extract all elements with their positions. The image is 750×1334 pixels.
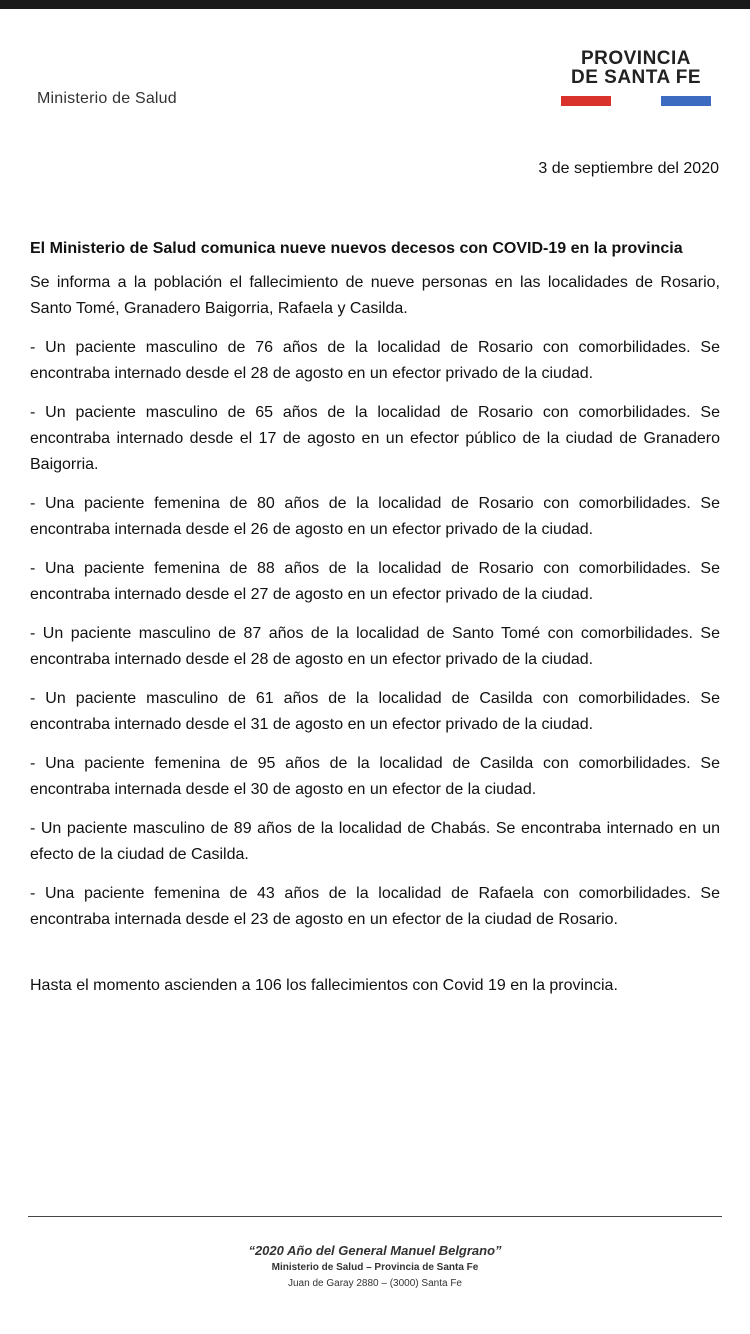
footer — [0, 1242, 750, 1292]
province-logo — [560, 49, 712, 87]
intro-paragraph: Se informa a la población el fallecimiento de nueve personas en las localidades de Rosario, Santo Tomé, Granadero Baigorria, Rafaela y Casilda. — [30, 274, 720, 317]
logo-line-2: DE SANTA FE — [570, 67, 702, 88]
headline: El Ministerio de Salud comunica nueve nuevos decesos con COVID-19 en la provincia — [30, 240, 683, 257]
logo-blue-bar — [661, 96, 711, 106]
case-paragraph: - Un paciente masculino de 61 años de la localidad de Casilda con comorbilidades. Se encontraba internado desde el 31 de agosto en un efector privado de la ciudad. — [30, 690, 720, 733]
case-paragraph: - Un paciente masculino de 89 años de la localidad de Chabás. Se encontraba internado en un efecto de la ciudad de Casilda. — [30, 820, 720, 863]
ministry-name: Ministerio de Salud — [37, 90, 177, 107]
case-paragraph: - Un paciente masculino de 87 años de la localidad de Santo Tomé con comorbilidades. Se encontraba internado desde el 28 de agosto en un efector privado de la ciudad. — [30, 625, 720, 668]
footer-motto: “2020 Año del General Manuel Belgrano” — [248, 1243, 502, 1258]
logo-line-1: PROVINCIA — [580, 48, 692, 69]
case-paragraph: - Una paciente femenina de 88 años de la localidad de Rosario con comorbilidades. Se encontraba internado desde el 27 de agosto en un efector privado de la ciudad. — [30, 560, 720, 603]
document-body — [30, 236, 720, 1012]
footer-address: Juan de Garay 2880 – (3000) Santa Fe — [287, 1278, 462, 1289]
case-paragraph: - Un paciente masculino de 65 años de la localidad de Rosario con comorbilidades. Se encontraba internado desde el 17 de agosto en un efector público de la ciudad de Granadero Baigorria. — [30, 404, 720, 473]
logo-red-bar — [561, 96, 611, 106]
case-paragraph: - Una paciente femenina de 43 años de la localidad de Rafaela con comorbilidades. Se encontraba internada desde el 23 de agosto en un efector de la ciudad de Rosario. — [30, 885, 720, 928]
top-bar — [0, 0, 750, 9]
footer-divider — [28, 1216, 722, 1217]
case-paragraph: - Una paciente femenina de 95 años de la localidad de Casilda con comorbilidades. Se encontraba internada desde el 30 de agosto en un efector de la ciudad. — [30, 755, 720, 798]
logo-flag-bars — [560, 96, 712, 106]
case-paragraph: - Un paciente masculino de 76 años de la localidad de Rosario con comorbilidades. Se encontraba internado desde el 28 de agosto en un efector privado de la ciudad. — [30, 339, 720, 382]
document-date: 3 de septiembre del 2020 — [538, 160, 719, 177]
closing-paragraph: Hasta el momento ascienden a 106 los fallecimientos con Covid 19 en la provincia. — [30, 977, 618, 994]
footer-organization: Ministerio de Salud – Provincia de Santa Fe — [271, 1262, 479, 1273]
case-paragraph: - Una paciente femenina de 80 años de la localidad de Rosario con comorbilidades. Se encontraba internada desde el 26 de agosto en un efector privado de la ciudad. — [30, 495, 720, 538]
